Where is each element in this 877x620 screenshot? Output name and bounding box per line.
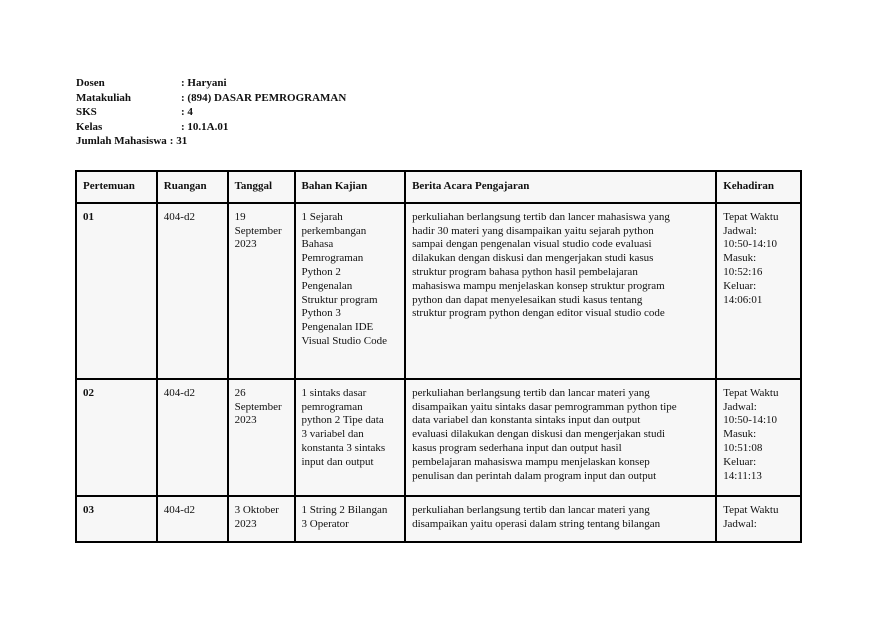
header-tanggal: Tanggal (229, 172, 296, 204)
cell-ruangan: 404-d2 (158, 380, 229, 497)
cell-kehadiran: Tepat Waktu Jadwal: (723, 503, 779, 530)
cell-kehadiran: Tepat Waktu Jadwal: 10:50-14:10 Masuk: 10:51:08 Keluar: 14:11:13 (717, 380, 800, 497)
cell-tanggal: 26 September 2023 (229, 380, 296, 497)
info-row-kelas (76, 120, 346, 135)
cell-kehadiran: Tepat Waktu Jadwal: 10:50-14:10 Masuk: 10:52:16 Keluar: 14:06:01 (717, 204, 800, 380)
cell-bahan-kajian: 1 Sejarah perkembangan Bahasa Pemrograman Python 2 Pengenalan Struktur program Python 3 Pengenalan IDE Visual Studio Code (296, 204, 407, 380)
info-value: : (894) DASAR PEMROGRAMAN (181, 91, 347, 104)
table-row (77, 497, 800, 541)
cell-pertemuan: 03 (77, 497, 158, 541)
header-kehadiran: Kehadiran (717, 172, 800, 204)
course-info (76, 76, 346, 149)
info-label: Kelas (76, 120, 103, 133)
table-row (77, 380, 800, 497)
cell-pertemuan: 02 (77, 380, 158, 497)
info-value: : Haryani (181, 77, 227, 89)
cell-bahan-kajian: 1 String 2 Bilangan 3 Operator (296, 497, 407, 541)
info-row-jumlah-mahasiswa (76, 134, 346, 149)
info-value: : 10.1A.01 (181, 120, 229, 133)
header-ruangan: Ruangan (158, 172, 229, 204)
cell-tanggal: 19 September 2023 (229, 204, 296, 380)
cell-ruangan: 404-d2 (158, 204, 229, 380)
cell-berita-acara: perkuliahan berlangsung tertib dan lancar materi yang disampaikan yaitu sintaks dasar pemrogramman python tipe data variabel dan konstanta sintaks input dan output evaluasi dilakukan dengan diskusi dan mengerjakan studi kasus program sederhana input dan output hasil pembelajaran mahasiswa mampu menjelaskan konsep penulisan dan perintah dalam program input dan output (406, 380, 717, 497)
info-row-sks (76, 105, 346, 120)
cell-berita-acara: perkuliahan berlangsung tertib dan lancar materi yang disampaikan yaitu operasi dalam string tentang bilangan (406, 497, 717, 541)
table-row (77, 204, 800, 380)
header-bahan-kajian: Bahan Kajian (296, 172, 407, 204)
cell-pertemuan: 01 (77, 204, 158, 380)
table-header-row (77, 172, 800, 204)
header-berita-acara: Berita Acara Pengajaran (406, 172, 717, 204)
info-row-dosen (76, 76, 346, 91)
info-row-matakuliah (76, 91, 346, 106)
cell-bahan-kajian: 1 sintaks dasar pemrograman python 2 Tipe data 3 variabel dan konstanta 3 sintaks input dan output (296, 380, 407, 497)
header-pertemuan: Pertemuan (77, 172, 158, 204)
info-label: Matakuliah (76, 91, 132, 104)
info-value: : 4 (181, 106, 193, 119)
cell-tanggal: 3 Oktober 2023 (229, 497, 296, 541)
info-label: Dosen (76, 77, 105, 89)
info-label: SKS (76, 106, 97, 119)
info-value: : 31 (169, 135, 188, 148)
attendance-report-table (75, 170, 802, 543)
cell-ruangan: 404-d2 (158, 497, 229, 541)
cell-berita-acara: perkuliahan berlangsung tertib dan lancer mahasiswa yang hadir 30 materi yang disampaikan yaitu sejarah python sampai dengan pengenalan visual studio code evaluasi dilakukan dengan diskusi dan mengerjakan studi kasus struktur program bahasa python hasil pembelajaran mahasiswa mampu menjelaskan konsep struktur program python dan dapat menyelesaikan studi kasus tentang struktur program python dengan editor visual studio code (406, 204, 717, 380)
info-label: Jumlah Mahasiswa (76, 135, 167, 148)
